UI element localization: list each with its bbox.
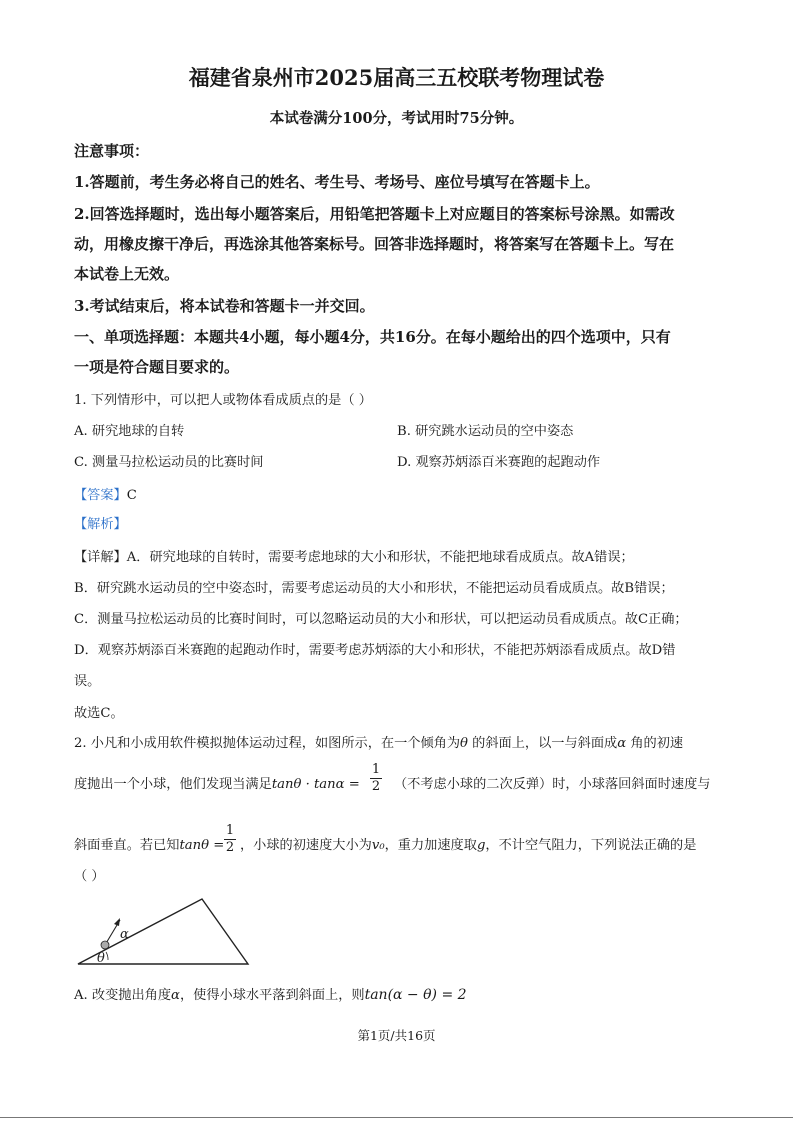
q2-line-2-text-a: 度抛出一个小球，他们发现当满足	[74, 777, 272, 792]
notice-item-2-line-3: 本试卷上无效。	[74, 265, 180, 283]
q2-line-2	[74, 773, 360, 792]
detail-tag: 【详解】	[74, 550, 127, 565]
notice-item-2-line-1: 2.回答选择题时，选出每小题答案后，用铅笔把答题卡上对应题目的答案标号涂黑。如需改	[74, 205, 675, 223]
q1-answer-line	[74, 484, 137, 503]
theta-arc	[106, 952, 108, 960]
v0-symbol: v₀	[371, 838, 385, 853]
q2-option-a-text-a: A. 改变抛出角度	[74, 988, 172, 1003]
answer-tag: 【答案】	[74, 488, 127, 503]
fraction-denominator: 2	[371, 779, 381, 794]
q1-option-c: C. 测量马拉松运动员的比赛时间	[74, 455, 264, 470]
page-number: 第1页/共16页	[357, 1028, 436, 1043]
notice-item-2-line-2: 动，用橡皮擦干净后，再选涂其他答案标号。回答非选择题时，将答案写在答题卡上。写在	[74, 235, 675, 253]
q1-option-d: D. 观察苏炳添百米赛跑的起跑动作	[397, 455, 601, 470]
q2-line-3-tail	[240, 834, 696, 853]
tan-difference-expression: tan(α − θ) = 2	[364, 987, 467, 1003]
notice-heading: 注意事项：	[74, 142, 150, 160]
q2-line-1-text-c: 角的初速	[626, 736, 684, 751]
q2-line-2-tail: （不考虑小球的二次反弹）时，小球落回斜面时速度与	[394, 777, 711, 792]
q1-stem: 1. 下列情形中，可以把人或物体看成质点的是（ ）	[74, 393, 372, 408]
q1-detail-d-line-2: 误。	[74, 674, 101, 689]
q1-detail-c: C．测量马拉松运动员的比赛时间时，可以忽略运动员的大小和形状，可以把运动员看成质点。故C正确；	[74, 612, 688, 627]
page-title: 福建省泉州市2025届高三五校联考物理试卷	[188, 65, 605, 90]
section-1-line-2: 一项是符合题目要求的。	[74, 358, 240, 376]
q2-line-3	[74, 834, 224, 853]
q2-line-3-text-b: ，小球的初速度大小为	[240, 838, 372, 853]
figure-alpha-label: α	[120, 927, 129, 942]
analysis-tag: 【解析】	[74, 517, 127, 532]
q2-line-1-text-b: 的斜面上，以一与斜面成	[467, 736, 618, 751]
q2-line-1	[74, 732, 683, 751]
ball-icon	[101, 941, 109, 949]
q2-line-3-text-c: ，重力加速度取	[384, 838, 477, 853]
notice-item-3: 3.考试结束后，将本试卷和答题卡一并交回。	[74, 297, 375, 315]
fraction-denominator: 2	[225, 840, 235, 855]
q2-line-1-text-a: 2. 小凡和小成用软件模拟抛体运动过程，如图所示，在一个倾角为	[74, 736, 461, 751]
q1-detail-d-line-1: D．观察苏炳添百米赛跑的起跑动作时，需要考虑苏炳添的大小和形状，不能把苏炳添看成质点。故D错	[74, 643, 676, 658]
q2-option-a	[74, 984, 467, 1003]
tan-product-expression: tanθ · tanα =	[271, 777, 360, 792]
g-symbol: g	[476, 838, 486, 853]
tan-theta-expression: tanθ =	[179, 838, 225, 853]
fraction-numerator: 1	[371, 762, 381, 777]
q1-option-a: A. 研究地球的自转	[74, 424, 185, 439]
q1-option-b: B. 研究跳水运动员的空中姿态	[397, 424, 574, 439]
q2-option-a-text-b: ，使得小球水平落到斜面上，则	[179, 988, 365, 1003]
q1-detail-b: B．研究跳水运动员的空中姿态时，需要考虑运动员的大小和形状，不能把运动员看成质点。故B错误；	[74, 581, 674, 596]
fraction-numerator: 1	[225, 823, 235, 838]
incline-figure	[70, 890, 260, 970]
q2-line-4: （ ）	[74, 869, 105, 884]
q1-detail-a-text: A．研究地球的自转时，需要考虑地球的大小和形状，不能把地球看成质点。故A错误；	[126, 550, 634, 565]
alpha-symbol: α	[171, 988, 180, 1003]
arrow-head-icon	[114, 918, 120, 926]
theta-symbol: θ	[460, 736, 468, 751]
section-1-line-1: 一、单项选择题：本题共4小题，每小题4分，共16分。在每小题给出的四个选项中，只有	[74, 328, 671, 346]
fraction-half-1	[370, 762, 382, 794]
q1-detail-a	[74, 546, 634, 565]
notice-item-1: 1.答题前，考生务必将自己的姓名、考生号、考场号、座位号填写在答题卡上。	[74, 173, 600, 191]
alpha-symbol: α	[617, 736, 627, 751]
q1-answer: C	[126, 488, 137, 503]
figure-theta-label: θ	[97, 951, 105, 966]
fraction-half-2	[224, 823, 236, 855]
q2-line-3-text-d: ，不计空气阻力，下列说法正确的是	[485, 838, 697, 853]
page-subtitle: 本试卷满分100分，考试用时75分钟。	[269, 110, 524, 127]
q1-conclusion: 故选C。	[74, 706, 124, 721]
page-bottom-divider	[0, 1117, 793, 1118]
q2-line-3-text-a: 斜面垂直。若已知	[74, 838, 180, 853]
